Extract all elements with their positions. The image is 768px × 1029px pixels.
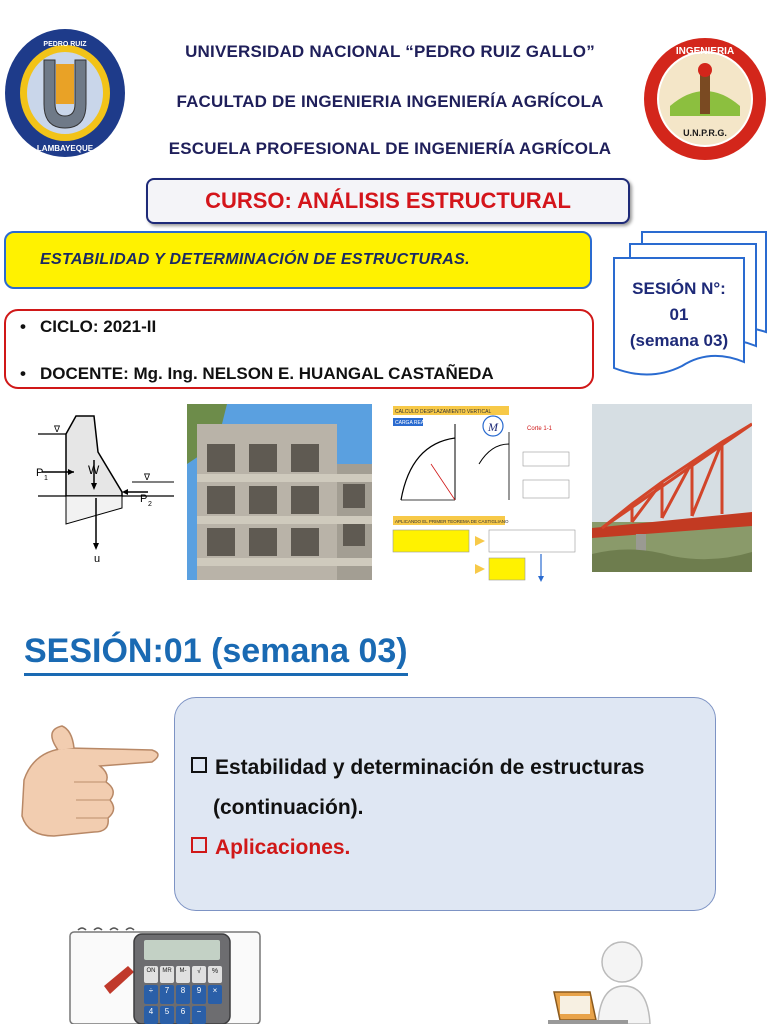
course-title-box	[146, 178, 630, 224]
topic-title: ESTABILIDAD Y DETERMINACIÓN DE ESTRUCTURAS.	[40, 251, 470, 268]
dam-label-p1-sub: 1	[44, 475, 48, 482]
svg-text:PEDRO RUIZ: PEDRO RUIZ	[43, 41, 87, 48]
content-item-1	[191, 756, 644, 780]
checkbox-icon	[191, 837, 207, 853]
faculty-name: FACULTAD DE INGENIERIA INGENIERÍA AGRÍCOLA	[176, 92, 604, 111]
content-box	[174, 697, 716, 911]
calc-key: MR	[160, 966, 174, 983]
dam-label-p2-sub: 2	[148, 501, 152, 508]
calculator-keypad	[144, 966, 224, 1024]
calc-key: 8	[176, 985, 190, 1003]
agricultural-engineering-logo	[642, 36, 768, 164]
svg-text:∇: ∇	[54, 425, 61, 435]
svg-text:U.N.P.R.G.: U.N.P.R.G.	[683, 128, 727, 138]
calc-key: 7	[160, 985, 174, 1003]
person-laptop-icon	[540, 940, 670, 1024]
formula-aplicando: APLICANDO EL PRIMER TEOREMA DE CASTIGLIANO	[395, 519, 509, 524]
truss-bridge-photo	[592, 404, 752, 572]
pointing-hand-icon	[14, 720, 164, 850]
calc-key: 4	[144, 1006, 158, 1024]
calc-key: 9	[192, 985, 206, 1003]
formula-corte: Corte 1-1	[527, 426, 553, 432]
bullet: •	[20, 364, 26, 383]
formula-m: M	[488, 420, 498, 434]
session-badge-text	[624, 276, 734, 354]
calc-key: M-	[176, 966, 190, 983]
cycle-line	[20, 317, 156, 337]
svg-text:INGENIERIA: INGENIERIA	[675, 46, 735, 57]
school-name: ESCUELA PROFESIONAL DE INGENIERÍA AGRÍCOLA	[168, 139, 612, 158]
dam-label-u: u	[94, 553, 101, 565]
content-item-2-text: Aplicaciones.	[215, 836, 351, 859]
teacher-text: DOCENTE: Mg. Ing. NELSON E. HUANGAL CASTAÑEDA	[40, 364, 494, 383]
session-badge-line2: 01	[669, 305, 689, 324]
content-item-2	[191, 836, 350, 860]
calc-key: −	[192, 1006, 206, 1024]
calc-key: ÷	[144, 985, 158, 1003]
session-badge-line3: (semana 03)	[629, 331, 729, 350]
formula-header: CALCULO DESPLAZAMIENTO VERTICAL	[395, 409, 492, 415]
calc-key: 6	[176, 1006, 190, 1024]
calc-key: %	[208, 966, 222, 983]
castigliano-formulas-image	[391, 404, 579, 584]
content-item-1-text: Estabilidad y determinación de estructuras	[215, 756, 645, 779]
svg-text:∇: ∇	[144, 473, 151, 483]
dam-label-w: W	[88, 463, 100, 477]
formula-carga: CARGA REAL	[395, 420, 427, 426]
content-item-1-continuation: (continuación).	[213, 796, 364, 819]
course-title: CURSO: ANÁLISIS ESTRUCTURAL	[205, 188, 571, 213]
university-logo	[2, 26, 128, 160]
teacher-line	[20, 364, 494, 384]
dam-label-p1: P	[36, 467, 44, 479]
dam-label-p2: P	[140, 493, 148, 505]
calc-key: ON	[144, 966, 158, 983]
dam-diagram-image	[36, 412, 176, 572]
session-badge-line1: SESIÓN N°:	[632, 279, 726, 298]
session-title: SESIÓN:01 (semana 03)	[24, 632, 408, 676]
info-box	[4, 309, 594, 389]
concrete-building-photo	[187, 404, 372, 580]
calc-key: 5	[160, 1006, 174, 1024]
calc-key: ×	[208, 985, 222, 1003]
checkbox-icon	[191, 757, 207, 773]
cycle-text: CICLO: 2021-II	[40, 317, 157, 336]
calc-key: √	[192, 966, 206, 983]
university-name: UNIVERSIDAD NACIONAL “PEDRO RUIZ GALLO”	[185, 42, 595, 61]
bullet: •	[20, 317, 26, 336]
topic-box	[4, 231, 592, 289]
svg-text:LAMBAYEQUE: LAMBAYEQUE	[36, 144, 94, 153]
